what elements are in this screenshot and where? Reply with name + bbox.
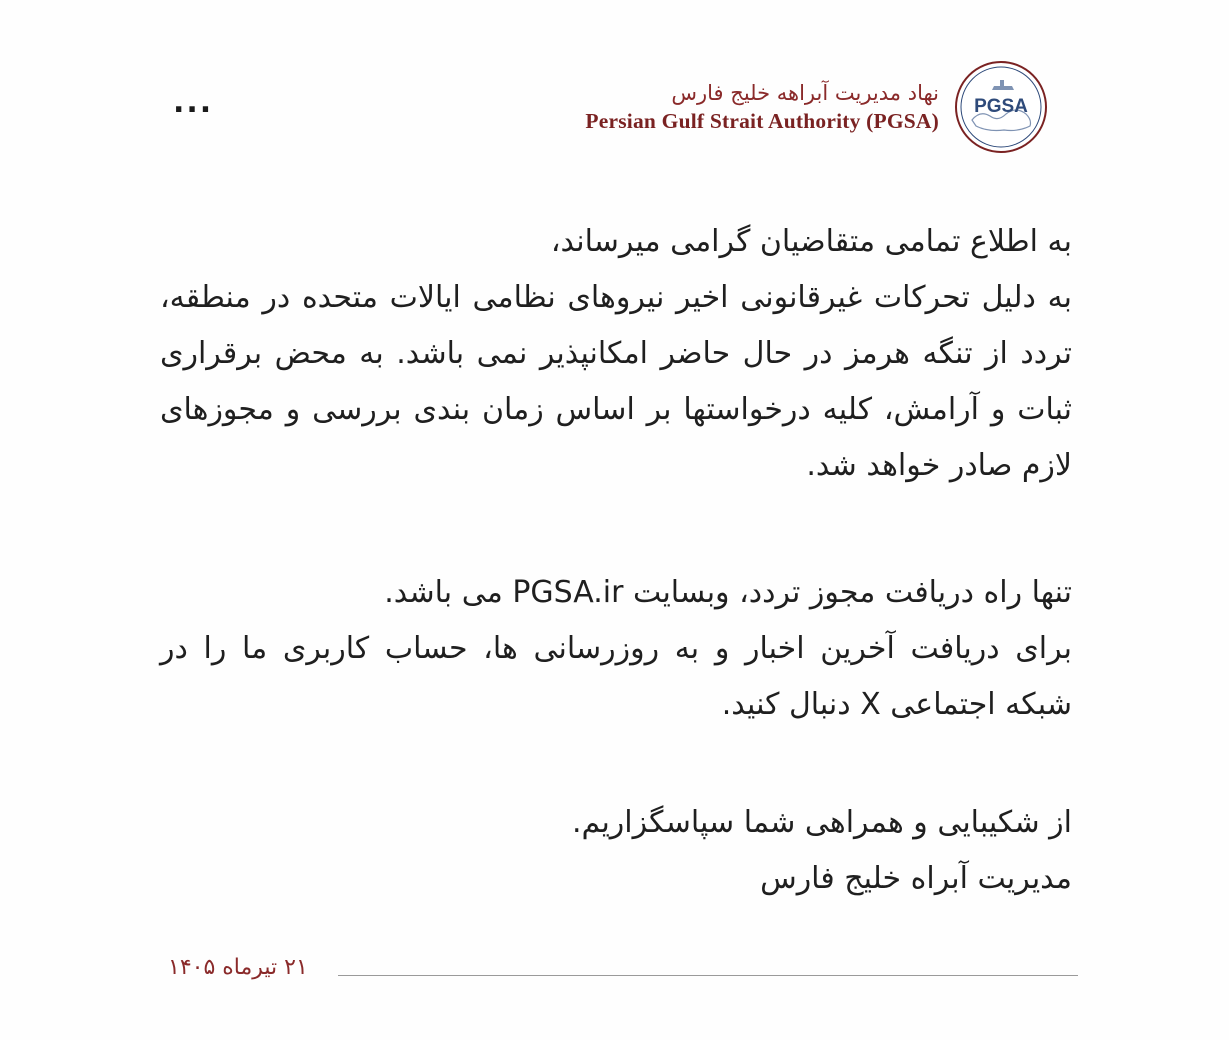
footer-date-row bbox=[168, 955, 1078, 989]
footer-divider bbox=[338, 975, 1078, 976]
org-header bbox=[519, 80, 939, 134]
seal-text: PGSA bbox=[974, 96, 1028, 117]
permit-website-line: تنها راه دریافت مجوز تردد، وبسایت PGSA.ir می باشد. bbox=[384, 575, 1072, 610]
social-follow-line: برای دریافت آخرین اخبار و به روزرسانی ها، حساب کاربری ما را در شبکه اجتماعی X دنبال کنید. bbox=[160, 631, 1072, 722]
notice-greeting: به اطلاع تمامی متقاضیان گرامی میرساند، bbox=[550, 224, 1072, 259]
org-name-fa: نهاد مدیریت آبراهه خلیج فارس bbox=[671, 81, 939, 105]
notice-body: به دلیل تحرکات غیرقانونی اخیر نیروهای نظامی ایالات متحده در منطقه، تردد از تنگه هرمز در حال حاضر امکانپذیر نمی باشد. به محض برقراری ثبات و آرامش، کلیه درخواستها بر اساس زمان بندی بررسی و مجوزهای لازم صادر خواهد شد. bbox=[160, 280, 1072, 483]
paragraph-closing bbox=[160, 795, 1072, 907]
paragraph-permit-info bbox=[160, 565, 1072, 733]
paragraph-notice bbox=[160, 214, 1072, 494]
pgsa-seal-logo bbox=[954, 60, 1048, 154]
footer-date: ۲۱ تیرماه ۱۴۰۵ bbox=[168, 955, 308, 980]
more-options-button[interactable]: ... bbox=[173, 85, 214, 120]
signature-line: مدیریت آبراه خلیج فارس bbox=[760, 861, 1072, 896]
thanks-line: از شکیبایی و همراهی شما سپاسگزاریم. bbox=[571, 805, 1072, 840]
org-name-en: Persian Gulf Strait Authority (PGSA) bbox=[585, 109, 939, 134]
